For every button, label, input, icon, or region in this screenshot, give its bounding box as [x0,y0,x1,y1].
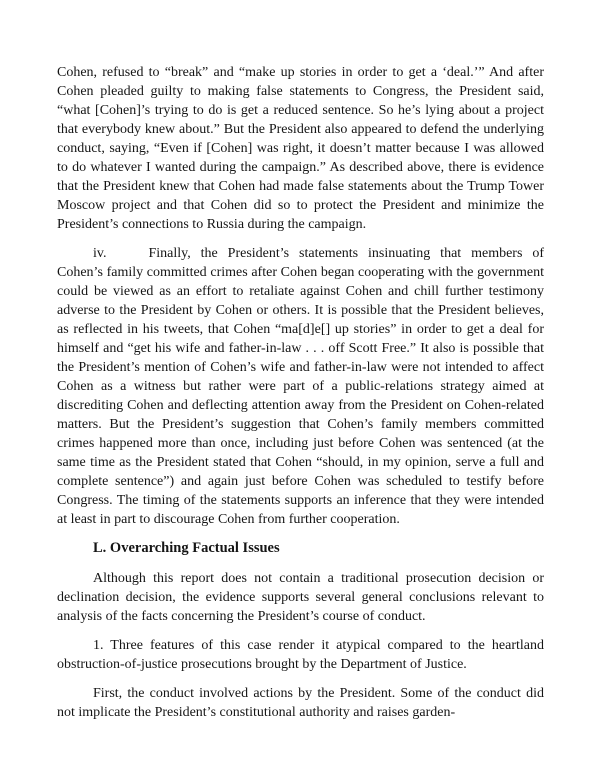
paragraph-three-features: 1. Three features of this case render it atypical compared to the heartland obstruction-of-justice prosecutions brought by the Department of Justice. [57,638,544,672]
paragraph-item-iv [57,244,544,529]
list-marker-iv: iv. [93,246,107,261]
paragraph-first-conduct: First, the conduct involved actions by the President. Some of the conduct did not implicate the President’s constitutional authority and raises garden- [57,686,544,720]
section-heading-overarching-factual-issues: L. Overarching Factual Issues [93,540,280,556]
paragraph-cohen-continuation: Cohen, refused to “break” and “make up stories in order to get a ‘deal.’” And after Cohen pleaded guilty to making false statements to Congress, the President said, “what [Cohen]’s trying to do is get a reduced sentence. So he’s lying about a project that everybody knew about.” But the President also appeared to defend the underlying conduct, saying, “Even if [Cohen] was right, it doesn’t matter because I was allowed to do whatever I wanted during the campaign.” As described above, there is evidence that the President knew that Cohen had made false statements about the Trump Tower Moscow project and that Cohen did so to protect the President and minimize the President’s connections to Russia during the campaign. [57,65,544,232]
paragraph-item-iv-text: Finally, the President’s statements insinuating that members of Cohen’s family committed crimes after Cohen began cooperating with the government could be viewed as an effort to retaliate against Cohen and chill further testimony adverse to the President by Cohen or others. It is possible that the President believes, as reflected in his tweets, that Cohen “ma[d]e[] up stories” in order to get a deal for himself and “get his wife and father-in-law . . . off Scott Free.” It also is possible that the President’s mention of Cohen’s wife and father-in-law were not intended to affect Cohen as a witness but rather were part of a public-relations strategy aimed at discrediting Cohen and deflecting attention away from the President on Cohen-related matters. But the President’s suggestion that Cohen’s family members committed crimes happened more than once, including just before Cohen was sentenced (at the same time as the President stated that Cohen “should, in my opinion, serve a full and complete sentence”) and again just before Cohen was scheduled to testify before Congress. The timing of the statements supports an inference that they were intended at least in part to discourage Cohen from further cooperation. [57,246,544,527]
paragraph-report-conclusions: Although this report does not contain a traditional prosecution decision or declination decision, the evidence supports several general conclusions relevant to analysis of the facts concerning the President’s course of conduct. [57,571,544,624]
tab-gap [106,256,148,257]
